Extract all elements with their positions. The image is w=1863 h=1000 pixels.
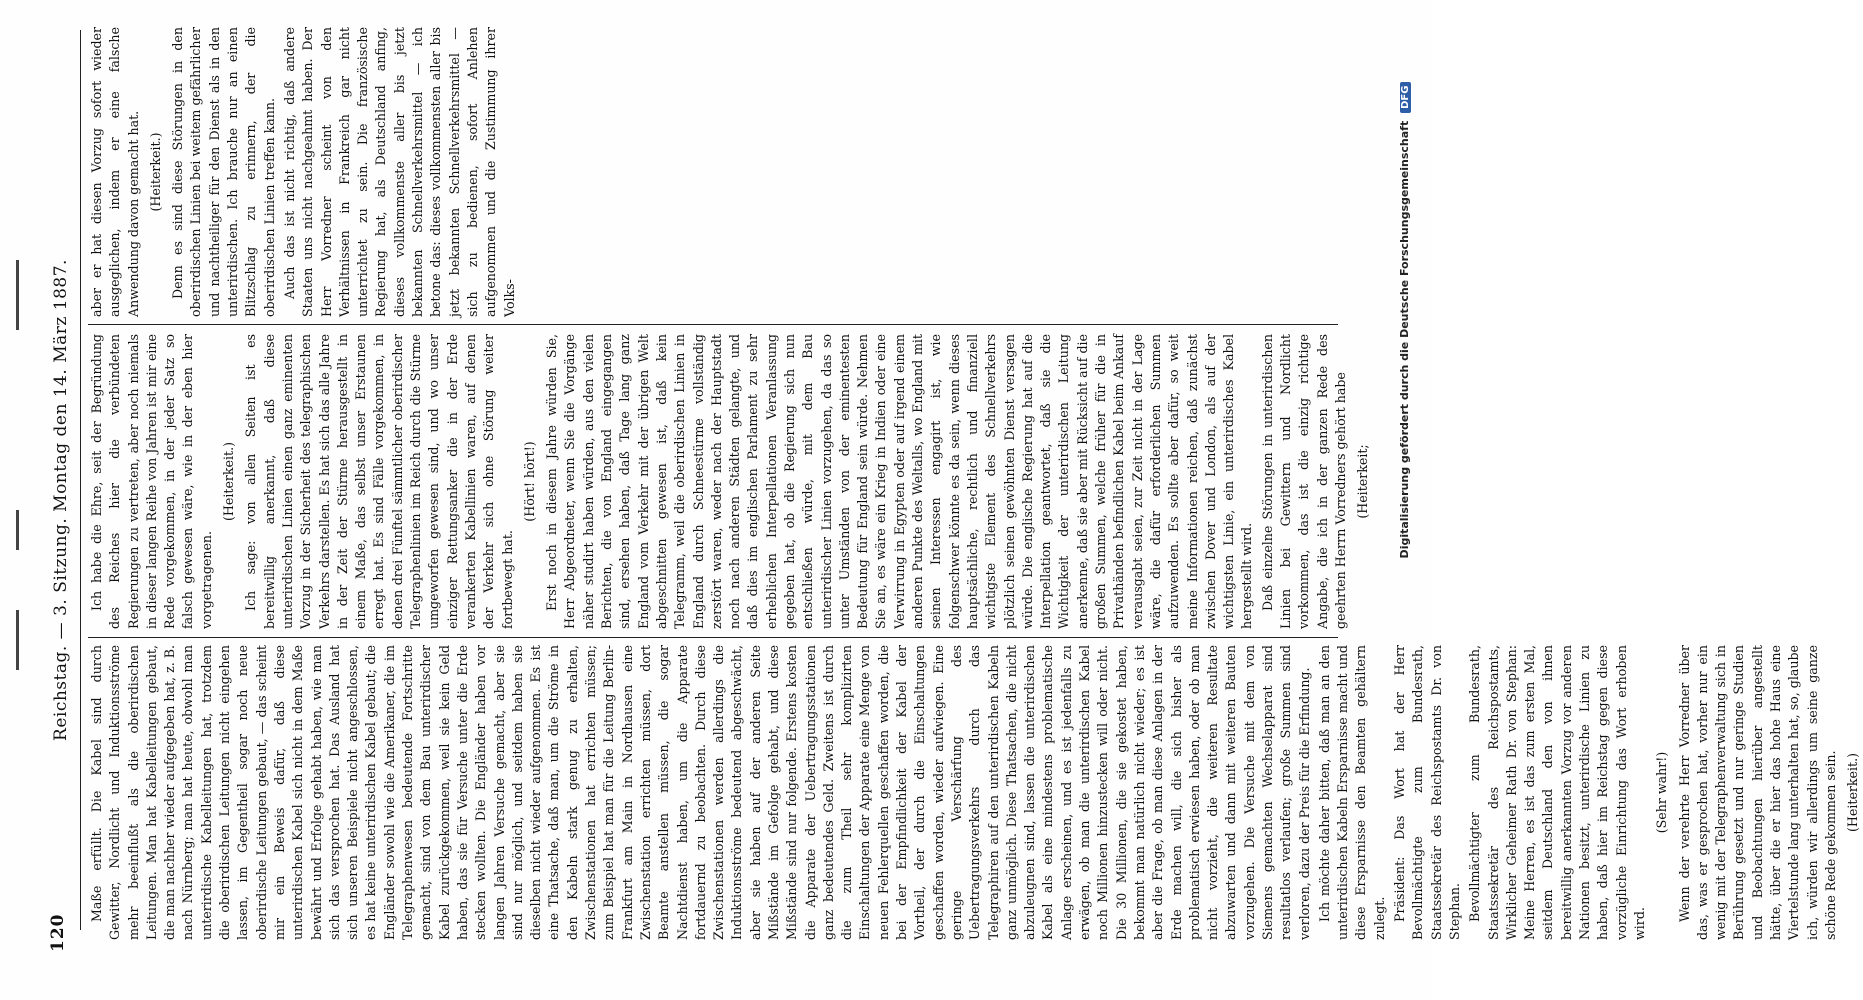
running-title: Reichstag. — 3. Sitzung. Montag den 14. März 1887.: [51, 259, 71, 741]
paragraph: Ich habe die Ehre, seit der Begründung des Reiches hier die verbündeten Regierungen zu vertreten, aber noch niemals in dieser langen Reihe von Jahren ist mir eine Rede vorgekommen, in der jeder Satz so falsch gewesen wäre, wie in der eben hier vorgetragenen.: [89, 334, 214, 629]
text-column-1: [88, 645, 1861, 940]
paragraph: Bevollmächtigter zum Bundesrath, Staatssekretär des Reichspostamts, Wirklicher Geheimer Rath Dr. von Stephan: Meine Herren, es ist das zum ersten Mal, seitdem Deutschland den von ihnen bereitwillig anerkannten Vorzug vor anderen Nationen besitzt, unterirdische Linien zu haben, daß hier im Reichstag gegen diese vorzügliche Einrichtung das Wort erhoben wird.: [1467, 645, 1647, 940]
paragraph: aber er hat diesen Vorzug sofort wieder ausgeglichen, indem er eine falsche Anwendung davon gemacht hat.: [89, 27, 141, 317]
paragraph: Ich möchte daher bitten, daß man an den unterirdischen Kabeln Ersparnisse macht und diese Ersparnisse den Beamten gehältern zulegt.: [1316, 645, 1387, 940]
interjection: (Heiterkeit;: [1355, 444, 1371, 519]
scan-edge-marks: [16, 150, 22, 850]
paragraph: Daß einzelne Störungen in unterirdischen Linien bei Gewittern und Nordlicht vorkommen, das ist die einzig richtige Angabe, die ich in der ganzen Rede des geehrten Herrn Vorredners gehört habe: [1259, 334, 1348, 629]
speaker-paragraph: Präsident: Das Wort hat der Herr Bevollmächtigte zum Bundesrath, Staatssekretär des Reichspostamts Dr. von Stephan.: [1392, 645, 1462, 940]
column-divider-2: [88, 324, 1338, 325]
interjection: (Heiterkeit.): [147, 132, 163, 212]
paragraph: Erst noch in diesem Jahre würden Sie, Herr Abgeordneter, wenn Sie die Vorgänge näher studirt haben würden, aus den vielen Berichten, die von England eingegangen sind, ersehen haben, daß Tage lang ganz England vom Verkehr mit der übrigen Welt abgeschnitten gewesen ist, daß kein Telegramm, weil die oberirdischen Linien in England durch Schneestürme vollständig zerstört waren, weder nach der Hauptstadt noch nach anderen Städten gelangte, und daß dies im englischen Parlament zu sehr erheblichen Interpellationen Veranlassung gegeben hat, ob die Regierung sich nun entschließen würde, mit dem Bau unterirdischer Linien vorzugehen, da das so unter Umständen von der eminentesten Bedeutung für England sein würde. Nehmen Sie an, es wäre ein Krieg in Indien oder eine Verwirrung in Egypten oder auf irgend einem anderen Punkte des Weltalls, wo England mit seinen Interessen engagirt ist, wie folgenschwer könnte es da sein, wenn dieses hauptsächliche, rechtlich und finanziell wichtigste Element des Schnellverkehrs plötzlich seinen gewöhnten Dienst versagen würde. Die englische Regierung hat auf die Interpellation geantwortet, daß sie die Wichtigkeit der unterirdischen Leitung anerkenne, daß sie aber mit Rücksicht auf die großen Summen, welche früher für die in Privathänden befindlichen Kabel beim Ankauf verausgabt seien, zur Zeit nicht in der Lage wäre, die dafür erforderlichen Summen aufzuwenden. Es sollte aber dafür, so weit meine Informationen reichen, daß zunächst zwischen Dover und London, als auf der wichtigsten Linie, ein unterirdisches Kabel hergestellt wird.: [544, 334, 1255, 629]
interjection: (Sehr wahr!): [1654, 751, 1670, 834]
text-column-3: [88, 27, 1343, 317]
header-rule: [80, 30, 81, 930]
digitization-credit: [1398, 10, 1411, 630]
paragraph: Denn es sind diese Störungen in den oberirdischen Linien bei weitem gefährlicher und nachtheiliger für den Dienst als in den unterirdischen. Ich brauche nur an einen Blitzschlag zu erinnern, der die oberirdischen Linien treffen kann.: [170, 27, 277, 317]
dfg-logo: DFG: [1400, 82, 1411, 113]
digitization-note: Digitalisierung gefördert durch die Deutsche Forschungsgemeinschaft: [1398, 120, 1411, 559]
text-column-2: [88, 334, 1371, 629]
page-number: 120: [48, 913, 68, 952]
interjection: (Heiterkeit.): [1845, 753, 1861, 832]
page-header: [48, 34, 74, 966]
paragraph: Maße erfüllt. Die Kabel sind durch Gewitter, Nordlicht und Induktionsströme mehr beeinflußt als die oberirdischen Leitungen. Man hat Kabelleitungen gebaut, die man nachher wieder aufgegeben hat, z. B. nach Nürnberg; man hat heute, obwohl man unterirdische Kabelleitungen hat, trotzdem die oberirdischen Leitungen nicht eingehen lassen, im Gegentheil sogar noch neue oberirdische Leitungen gebaut, — das scheint mir ein Beweis dafür, daß diese unterirdischen Kabel sich nicht in dem Maße bewährt und Erfolge gehabt haben, wie man sich das versprochen hat. Das Ausland hat sich unseren Beispiele nicht angeschlossen, es hat keine unterirdischen Kabel gebaut; die Engländer sowohl wie die Amerikaner, die im Telegraphenwesen bedeutende Fortschritte gemacht, sind von dem Bau unterirdischer Kabel zurückgekommen, weil sie kein Geld haben, das sie für Versuche unter die Erde stecken wollten. Die Engländer haben vor langen Jahren Versuche gemacht, aber sie sind nur möglich, und seitdem haben sie dieselben nicht wieder aufgenommen. Es ist eine Thatsache, daß man, um die Ströme in den Kabeln stark genug zu erhalten, Zwischenstationen hat errichten müssen; zum Beispiel hat man für die Leitung Berlin-Frankfurt am Main in Nordhausen eine Zwischenstation errichten müssen, dort Beamte anstellen müssen, die sogar Nachtdienst haben, um die Apparate fortdauernd zu beobachten. Durch diese Zwischenstationen werden allerdings die Induktionsströme bedeutend abgeschwächt, aber sie haben auf der anderen Seite Mißstände im Gefolge gehabt, und diese Mißstände sind nur folgende. Erstens kosten die Apparate der Uebertragungsstationen ganz bedeutendes Geld. Zweitens ist durch die zum Theil sehr komplizirten Einschaltungen der Apparate eine Menge von neuen Fehlerquellen geschaffen worden, die bei der Empfindlichkeit der Kabel der Vortheil, der durch die Einschaltungen geschaffen worden, wieder aufwiegen. Eine geringe Verschärfung des Uebertragungsverkehrs durch das Telegraphiren auf den unterirdischen Kabeln ganz unmöglich. Diese Thatsachen, die nicht abzuleugnen sind, lassen die unterirdischen Kabel als eine mindestens problematische Anlage erscheinen, und es ist jedenfalls zu erwägen, ob man die unterirdischen Kabel noch Millionen hinzustecken will oder nicht. Die 30 Millionen, die sie gekostet haben, bekommt man natürlich nicht wieder; es ist aber die Frage, ob man diese Anlagen in der Erde machen will, die sich bisher als problematisch erwiesen haben, oder ob man nicht vorzieht, die weiteren Resultate abzuwarten und dann mit weiteren Bauten vorzugehen. Die Versuche mit dem von Siemens gemachten Wechselapparat sind resultatlos verlaufen; große Summen sind verloren, dazu der Preis für die Erfindung.: [89, 645, 1312, 940]
paragraph: Wenn der verehrte Herr Vorredner über das, was er gesprochen hat, vorher nur ein wenig mit der Telegraphenverwaltung sich in Berührung gesetzt und nur geringe Studien und Beobachtungen hierüber angestellt hätte, über die er hier das hohe Haus eine Viertelstunde lang unterhalten hat, so, glaube ich, würden wir allerdings um seine ganze schöne Rede gekommen sein.: [1676, 645, 1838, 940]
paragraph: Auch das ist nicht richtig, daß andere Staaten uns nicht nachgeahmt haben. Der Herr Vorredner scheint von den Verhältnissen in Frankreich gar nicht unterrichtet zu sein. Die französische Regierung hat, als Deutschland anfing, dieses vollkommenste aller bis jetzt bekannten Schnellverkehrsmittel — ich betone das: dieses vollkommensten aller bis jetzt bekannten Schnellverkehrsmittel — sich zu bedienen, sofort Anlehen aufgenommen und die Zustimmung ihrer Volks-: [281, 27, 517, 317]
paragraph: Ich sage: von allen Seiten ist es bereitwillig anerkannt, daß diese unterirdischen Linien einen ganz eminenten Vorzug in der Sicherheit des telegraphischen Verkehrs darstellen. Es hat sich das alle Jahre in der Zeit der Stürme herausgestellt in einem Maße, das selbst unser Erstaunen erregt hat. Es sind Fälle vorgekommen, in denen drei Fünftel sämmtlicher oberirdischer Telegraphenlinien im Reich durch die Stürme umgeworfen gewesen sind, und wo unser einziger Rettungsanker die in der Erde verankerten Kabellinien waren, auf denen der Verkehr sich ohne Störung weiter fortbewegt hat.: [243, 334, 515, 629]
column-divider-1: [88, 637, 1338, 638]
interjection: (Heiterkeit.): [221, 442, 237, 521]
interjection: (Hört! hört!): [521, 441, 537, 522]
